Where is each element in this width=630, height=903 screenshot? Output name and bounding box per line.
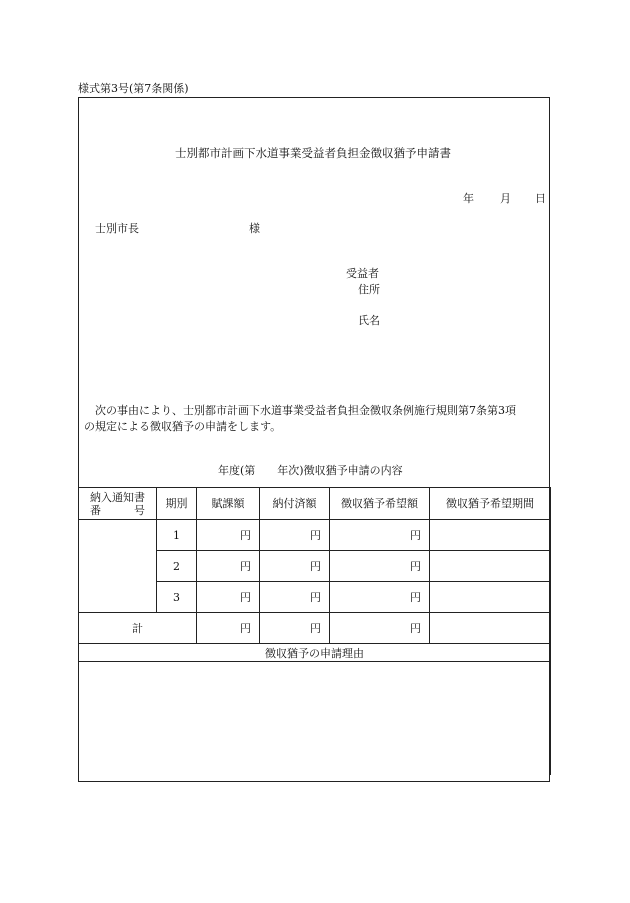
requested-cell[interactable]: 円 [330,520,430,551]
total-paid-cell[interactable]: 円 [260,613,330,644]
notice-number-cell[interactable] [79,520,157,613]
header-notice-number [79,488,157,520]
applicant-name-label: 氏名 [358,314,380,327]
paid-cell[interactable]: 円 [260,551,330,582]
total-requested-cell[interactable]: 円 [330,613,430,644]
term-cell[interactable] [430,520,551,551]
term-cell[interactable] [430,551,551,582]
paid-cell[interactable]: 円 [260,582,330,613]
assessed-cell[interactable]: 円 [197,520,260,551]
reason-header-row [79,644,551,662]
date-month-label: 月 [500,192,511,205]
addressee-honorific: 様 [249,222,260,235]
statement-line-2: の規定による徴収猶予の申請をします。 [84,420,282,433]
applicant-label: 受益者 [346,267,379,280]
total-label: 計 [79,613,197,644]
requested-cell[interactable]: 円 [330,582,430,613]
header-requested: 徴収猶予希望額 [330,488,430,520]
form-number-label: 様式第3号(第7条関係) [78,82,189,95]
header-term: 徴収猶予希望期間 [430,488,551,520]
header-paid: 納付済額 [260,488,330,520]
header-notice-number-line1: 納入通知書 [90,490,145,504]
date-day-label: 日 [535,192,546,205]
reason-text-area[interactable] [79,662,551,775]
assessed-cell[interactable]: 円 [197,551,260,582]
requested-cell[interactable]: 円 [330,551,430,582]
header-assessed: 賦課額 [197,488,260,520]
period-cell: 3 [157,582,197,613]
form-title: 士別都市計画下水道事業受益者負担金徴収猶予申請書 [175,146,451,160]
header-period: 期別 [157,488,197,520]
statement-line-1: 次の事由により、士別都市計画下水道事業受益者負担金徴収条例施行規則第7条第3項 [95,404,516,417]
table-row [79,520,551,551]
total-row [79,613,551,644]
applicant-address-label: 住所 [358,283,380,296]
period-cell: 2 [157,551,197,582]
total-assessed-cell[interactable]: 円 [197,613,260,644]
date-year-label: 年 [463,192,474,205]
reason-label: 徴収猶予の申請理由 [79,644,551,662]
paid-cell[interactable]: 円 [260,520,330,551]
period-cell: 1 [157,520,197,551]
table-header-row [79,488,551,520]
table-caption: 年度(第 年次)徴収猶予申請の内容 [218,464,403,477]
addressee-name: 士別市長 [95,222,139,235]
total-term-cell[interactable] [430,613,551,644]
application-table [78,487,551,775]
header-notice-number-line2: 番 号 [90,503,145,517]
assessed-cell[interactable]: 円 [197,582,260,613]
term-cell[interactable] [430,582,551,613]
reason-body-row [79,662,551,775]
